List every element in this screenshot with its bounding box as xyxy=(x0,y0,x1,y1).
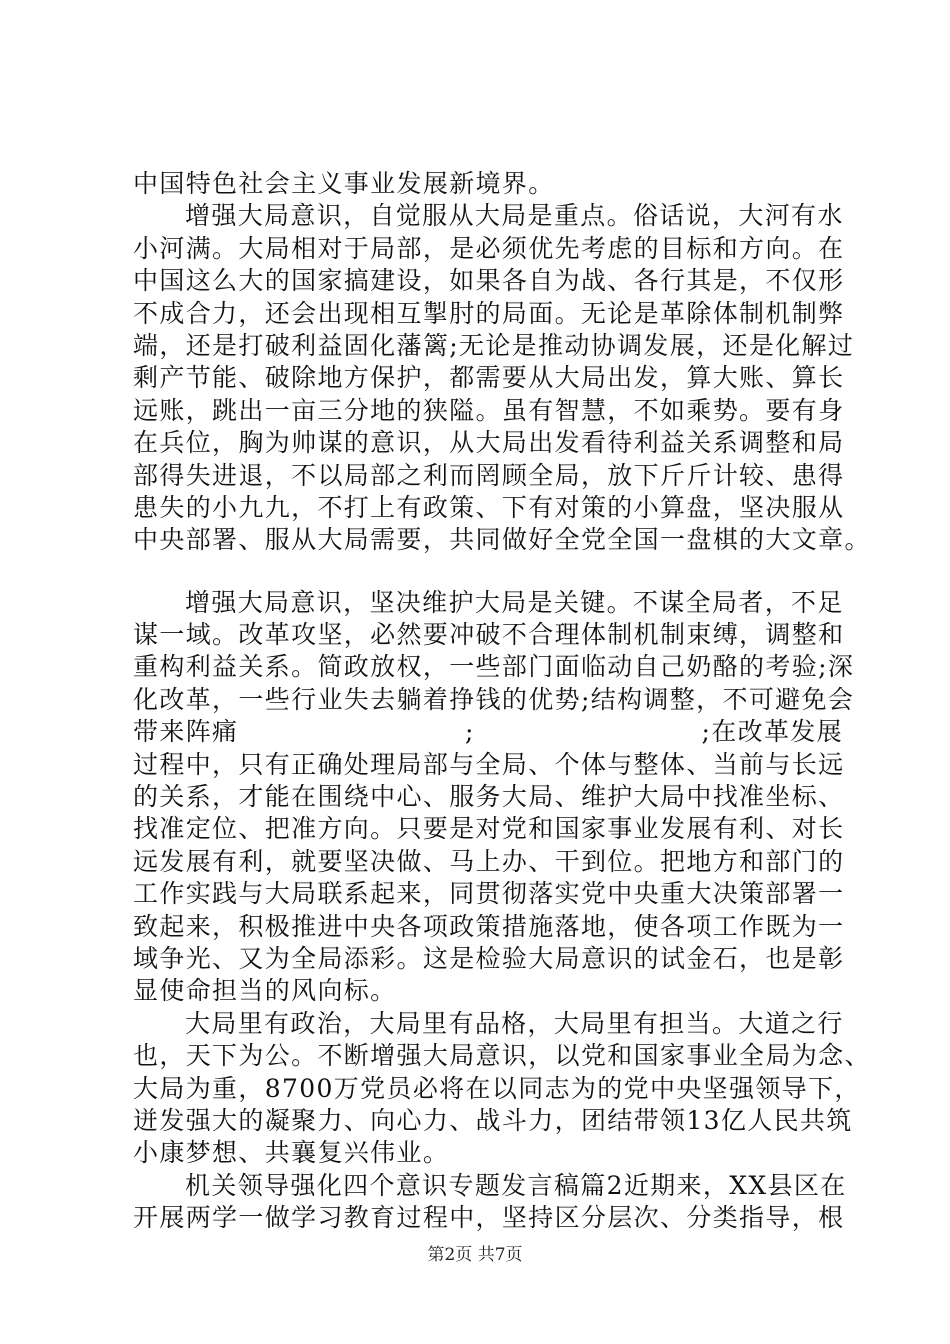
text-line: 重构利益关系。简政放权，一些部门面临动自己奶酪的考验;深 xyxy=(133,652,855,682)
paragraph-start-line: 机关领导强化四个意识专题发言稿篇2近期来，XX县区在 xyxy=(185,1170,847,1200)
text-line: 剩产节能、破除地方保护，都需要从大局出发，算大账、算长 xyxy=(133,363,845,393)
text-line: 远账，跳出一亩三分地的狭隘。虽有智慧，不如乘势。要有身 xyxy=(133,395,845,425)
gapped-segment: ;在改革发展 xyxy=(701,717,843,747)
text-line: 端，还是打破利益固化藩篱;无论是推动协调发展，还是化解过 xyxy=(133,330,855,360)
text-line: 远发展有利，就要坚决做、马上办、干到位。把地方和部门的 xyxy=(133,846,845,876)
text-line: 的关系，才能在围绕中心、服务大局、维护大局中找准坐标、 xyxy=(133,782,845,812)
text-line: 患失的小九九，不打上有政策、下有对策的小算盘，坚决服从 xyxy=(133,492,845,522)
text-line: 显使命担当的风向标。 xyxy=(133,976,397,1006)
text-line: 小康梦想、共襄复兴伟业。 xyxy=(133,1138,450,1168)
text-line: 不成合力，还会出现相互掣肘的局面。无论是革除体制机制弊 xyxy=(133,298,845,328)
text-line: 在兵位，胸为帅谋的意识，从大局出发看待利益关系调整和局 xyxy=(133,428,845,458)
text-line: 中国特色社会主义事业发展新境界。 xyxy=(133,169,555,198)
text-line: 开展两学一做学习教育过程中，坚持区分层次、分类指导，根 xyxy=(133,1203,845,1233)
text-line: 找准定位、把准方向。只要是对党和国家事业发展有利、对长 xyxy=(133,814,845,844)
paragraph-start-line: 大局里有政治，大局里有品格，大局里有担当。大道之行 xyxy=(185,1008,844,1038)
text-line: 大局为重，8700万党员必将在以同志为的党中央坚强领导下， xyxy=(133,1073,861,1103)
text-line: 迸发强大的凝聚力、向心力、战斗力，团结带领13亿人民共筑 xyxy=(133,1105,853,1135)
gapped-segment: ; xyxy=(465,717,475,747)
paragraph-start-line: 增强大局意识，自觉服从大局是重点。俗话说，大河有水 xyxy=(185,201,844,231)
text-line: 致起来，积极推进中央各项政策措施落地，使各项工作既为一 xyxy=(133,911,845,941)
paragraph-gap xyxy=(133,557,853,587)
text-line: 小河满。大局相对于局部，是必须优先考虑的目标和方向。在 xyxy=(133,233,845,263)
text-line: 也，天下为公。不断增强大局意识，以党和国家事业全局为念、 xyxy=(133,1041,871,1071)
text-line: 中央部署、服从大局需要，共同做好全党全国一盘棋的大文章。 xyxy=(133,525,871,555)
text-line: 域争光、又为全局添彩。这是检验大局意识的试金石，也是彰 xyxy=(133,943,845,973)
body-text xyxy=(133,168,871,1235)
text-line: 化改革，一些行业失去躺着挣钱的优势;结构调整，不可避免会 xyxy=(133,684,855,714)
paragraph-start-line: 增强大局意识，坚决维护大局是关键。不谋全局者，不足 xyxy=(185,587,844,617)
text-line: 谋一域。改革攻坚，必然要冲破不合理体制机制束缚，调整和 xyxy=(133,620,845,650)
text-line: 过程中，只有正确处理局部与全局、个体与整体、当前与长远 xyxy=(133,749,845,779)
text-line: 中国这么大的国家搞建设，如果各自为战、各行其是，不仅形 xyxy=(133,266,845,296)
page-number-footer: 第2页 共7页 xyxy=(427,1245,523,1265)
gapped-text-line xyxy=(133,716,843,748)
gapped-segment: 带来阵痛 xyxy=(133,717,239,747)
text-line: 部得失进退，不以局部之利而罔顾全局，放下斤斤计较、患得 xyxy=(133,460,845,490)
text-line: 工作实践与大局联系起来，同贯彻落实党中央重大决策部署一 xyxy=(133,879,845,909)
